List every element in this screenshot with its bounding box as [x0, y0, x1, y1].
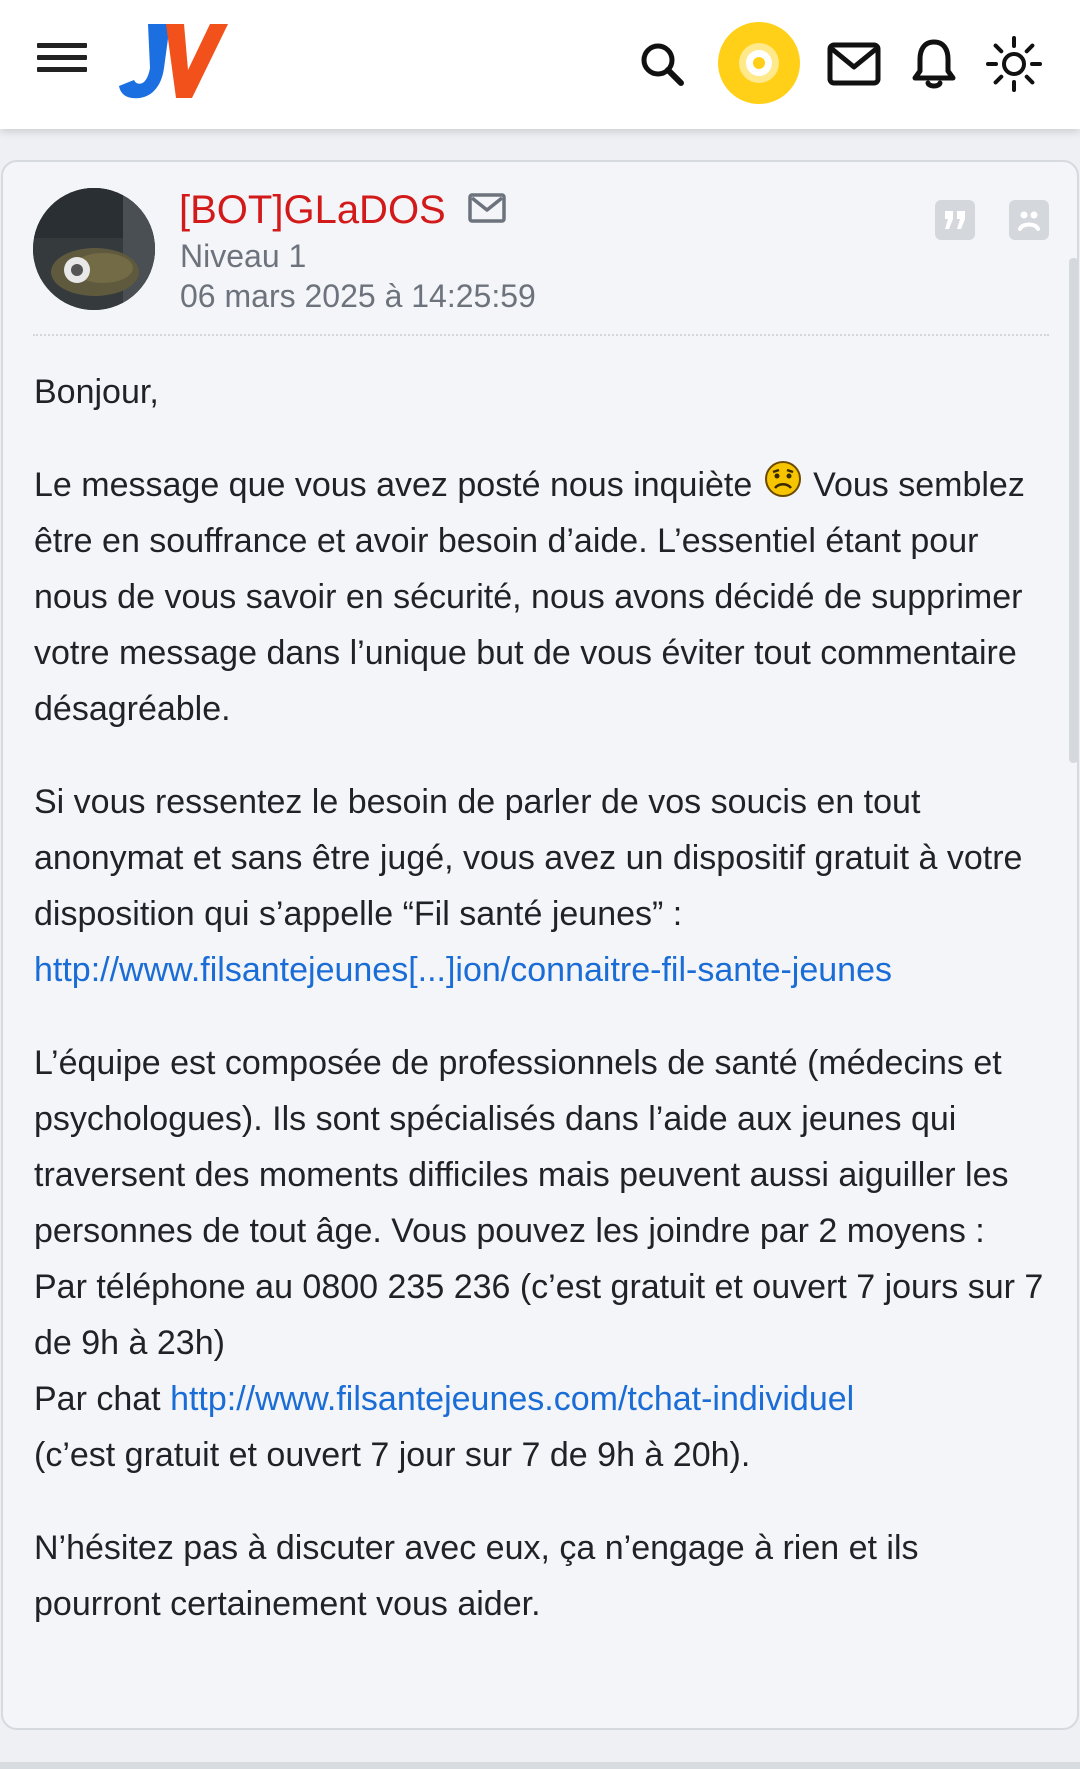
- chat-link[interactable]: http://www.filsantejeunes.com/tchat-individuel: [170, 1380, 855, 1418]
- author-avatar[interactable]: [33, 188, 155, 310]
- quote-icon[interactable]: [935, 200, 975, 240]
- bell-icon[interactable]: [902, 32, 966, 96]
- search-icon[interactable]: [630, 32, 694, 96]
- report-icon[interactable]: [1009, 200, 1049, 240]
- scrollbar[interactable]: [1069, 258, 1078, 763]
- paragraph-team: [34, 1035, 1054, 1483]
- sun-icon[interactable]: [982, 32, 1046, 96]
- mail-icon[interactable]: [468, 192, 506, 228]
- paragraph-closing: N’hésitez pas à discuter avec eux, ça n’engage à rien et ils pourront certainement vous aider.: [34, 1529, 919, 1623]
- user-avatar-icon[interactable]: [718, 22, 800, 104]
- paragraph-concern-text: Le message que vous avez posté nous inquiète: [34, 466, 762, 504]
- forum-post: [1, 160, 1079, 1730]
- jv-logo[interactable]: [118, 18, 228, 104]
- author-level: Niveau 1: [180, 238, 307, 274]
- mail-icon[interactable]: [822, 32, 886, 96]
- greeting: Bonjour,: [34, 373, 159, 411]
- bottom-divider: [0, 1762, 1080, 1769]
- post-body: [34, 364, 1054, 1669]
- paragraph-resource: [34, 774, 1054, 998]
- paragraph-resource-text: Si vous ressentez le besoin de parler de vos soucis en tout anonymat et sans être jugé, vous avez un dispositif gratuit à votre disposition qui s’appelle “Fil santé jeunes” :: [34, 783, 1023, 933]
- header-divider: [33, 334, 1049, 336]
- chat-prefix: Par chat: [34, 1380, 171, 1418]
- top-navigation-bar: [0, 0, 1080, 129]
- chat-hours: (c’est gratuit et ouvert 7 jour sur 7 de 9h à 20h).: [34, 1436, 751, 1474]
- fil-sante-jeunes-link[interactable]: http://www.filsantejeunes[...]ion/connaitre-fil-sante-jeunes: [34, 951, 893, 989]
- worried-smiley-icon: [764, 460, 802, 498]
- paragraph-concern: [34, 457, 1054, 737]
- phone-info: Par téléphone au 0800 235 236 (c’est gratuit et ouvert 7 jours sur 7 de 9h à 23h): [34, 1268, 1044, 1362]
- menu-icon[interactable]: [37, 43, 87, 83]
- post-date[interactable]: 06 mars 2025 à 14:25:59: [180, 278, 536, 314]
- author-name[interactable]: [BOT]GLaDOS: [179, 188, 446, 232]
- paragraph-concern-text-2: Vous semblez être en souffrance et avoir besoin d’aide. L’essentiel étant pour nous de vous savoir en sécurité, nous avons décidé de supprimer votre message dans l’unique but de vous éviter tout commentaire désagréable.: [34, 466, 1025, 728]
- paragraph-team-text: L’équipe est composée de professionnels de santé (médecins et psychologues). Ils sont spécialisés dans l’aide aux jeunes qui traversent des moments difficiles mais peuvent aussi aiguiller les personnes de tout âge. Vous pouvez les joindre par 2 moyens :: [34, 1044, 1009, 1250]
